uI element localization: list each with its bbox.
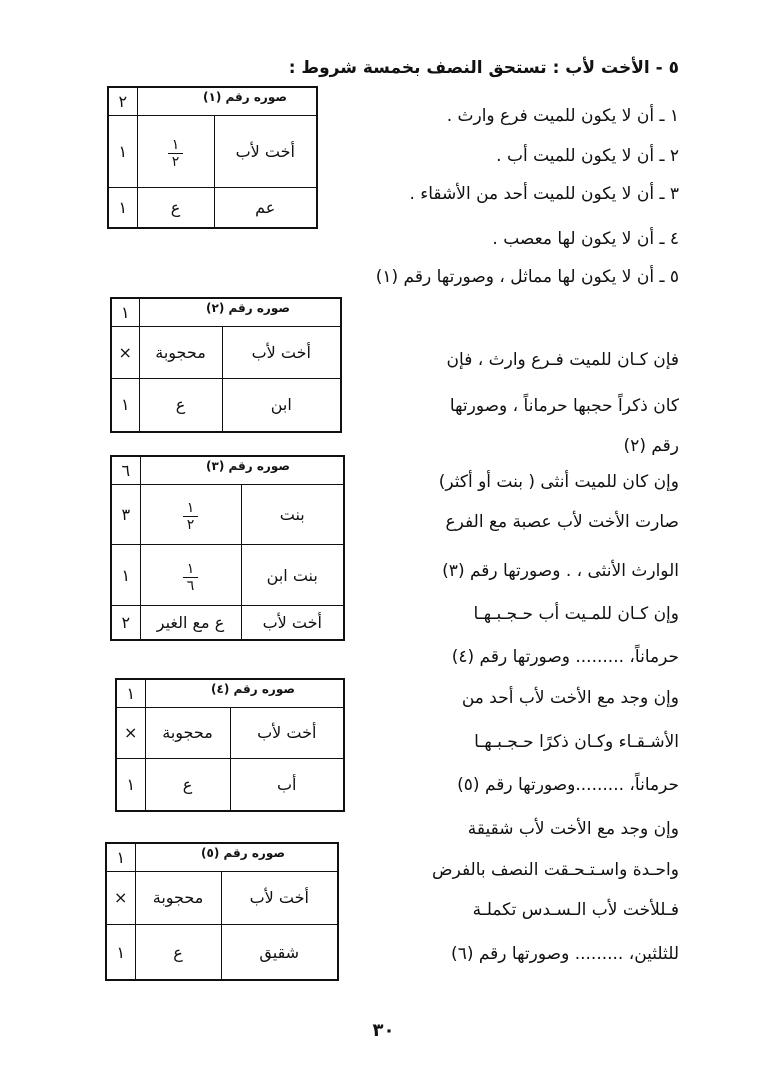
row-heir: أخت لأب [241,605,344,640]
paragraph-5-line-2: واحـدة واسـتـحـقت النصف بالفرض [432,860,679,880]
row-share: محجوبة [145,707,230,758]
inheritance-table-1 [107,86,318,229]
condition-1: ١ ـ أن لا يكون للميت فرع وارث . [446,106,679,126]
inheritance-table-4 [115,678,345,812]
row-share: محجوبة [135,871,221,925]
row-value: ٢ [111,605,140,640]
paragraph-5-line-3: فـللأخت لأب الـسـدس تكملـة [472,900,679,920]
row-heir: أخت لأب [230,707,344,758]
table-total: ٢ [108,87,137,115]
condition-2: ٢ ـ أن لا يكون للميت أب . [496,146,679,166]
row-heir: ابن [222,378,341,432]
figure-title: صوره رقم (١) [203,90,287,104]
condition-4: ٤ ـ أن لا يكون لها معصب . [492,229,679,249]
fraction: $\frac{١}{٢}$ [183,501,199,532]
row-heir: بنت ابن [241,545,344,606]
row-share [137,115,214,187]
paragraph-5-line-1: وإن وجد مع الأخت لأب شقيقة [467,819,679,839]
inheritance-table-5 [105,842,339,981]
paragraph-2-line-1: وإن كان للميت أنثى ( بنت أو أكثر) [438,472,679,492]
paragraph-3-line-2: حرماناً، ......... وصورتها رقم (٤) [451,647,679,667]
figure-title: صوره رقم (٣) [206,459,290,473]
row-share: ع [145,758,230,811]
row-share [140,545,241,606]
paragraph-4-line-2: الأشـقـاء وكـان ذكرًا حـجـبـهـا [474,732,679,752]
fraction: $\frac{١}{٦}$ [183,562,199,593]
paragraph-1-line-2: كان ذكراً حجبها حرماناً ، وصورتها [449,396,679,416]
paragraph-1-line-3: رقم (٢) [623,436,679,456]
paragraph-2-line-3: الوارث الأنثى ، . وصورتها رقم (٣) [442,561,679,581]
row-value: × [116,707,145,758]
row-value: ١ [111,378,139,432]
row-share: ع [139,378,222,432]
page-number: ٣٠ [372,1020,395,1041]
row-share: محجوبة [139,326,222,378]
condition-5: ٥ ـ أن لا يكون لها مماثل ، وصورتها رقم (١) [375,267,679,287]
table-total: ١ [111,298,139,326]
row-heir: شقيق [221,925,338,980]
section-heading: ٥ - الأخت لأب : تستحق النصف بخمسة شروط : [288,58,679,78]
row-heir: أخت لأب [222,326,341,378]
row-value: ١ [108,187,137,228]
condition-3: ٣ ـ أن لا يكون للميت أحد من الأشقاء . [409,184,679,204]
row-value: × [106,871,135,925]
row-heir: بنت [241,484,344,545]
inheritance-table-3 [110,455,345,641]
row-share [140,484,241,545]
table-total: ١ [106,843,135,871]
paragraph-5-line-4: للثلثين، ......... وصورتها رقم (٦) [451,944,679,964]
table-total: ١ [116,679,145,707]
row-value: ١ [116,758,145,811]
row-heir: أخت لأب [221,871,338,925]
row-value: × [111,326,139,378]
paragraph-4-line-3: حرماناً، .........وصورتها رقم (٥) [457,775,679,795]
figure-title: صوره رقم (٢) [206,301,290,315]
row-heir: عم [214,187,317,228]
row-heir: أب [230,758,344,811]
row-value: ١ [106,925,135,980]
row-heir: أخت لأب [214,115,317,187]
paragraph-2-line-2: صارت الأخت لأب عصبة مع الفرع [445,512,679,532]
paragraph-4-line-1: وإن وجد مع الأخت لأب أحد من [461,688,679,708]
paragraph-1-line-1: فإن كـان للميت فـرع وارث ، فإن [446,350,679,370]
row-share: ع مع الغير [140,605,241,640]
figure-title: صوره رقم (٤) [211,682,295,696]
row-value: ٣ [111,484,140,545]
row-value: ١ [111,545,140,606]
fraction: $\frac{١}{٢}$ [168,138,184,169]
row-share: ع [137,187,214,228]
row-share: ع [135,925,221,980]
table-total: ٦ [111,456,140,484]
row-value: ١ [108,115,137,187]
inheritance-table-2 [110,297,342,433]
figure-title: صوره رقم (٥) [201,846,285,860]
paragraph-3-line-1: وإن كـان للمـيت أب حـجـبـهـا [473,604,679,624]
